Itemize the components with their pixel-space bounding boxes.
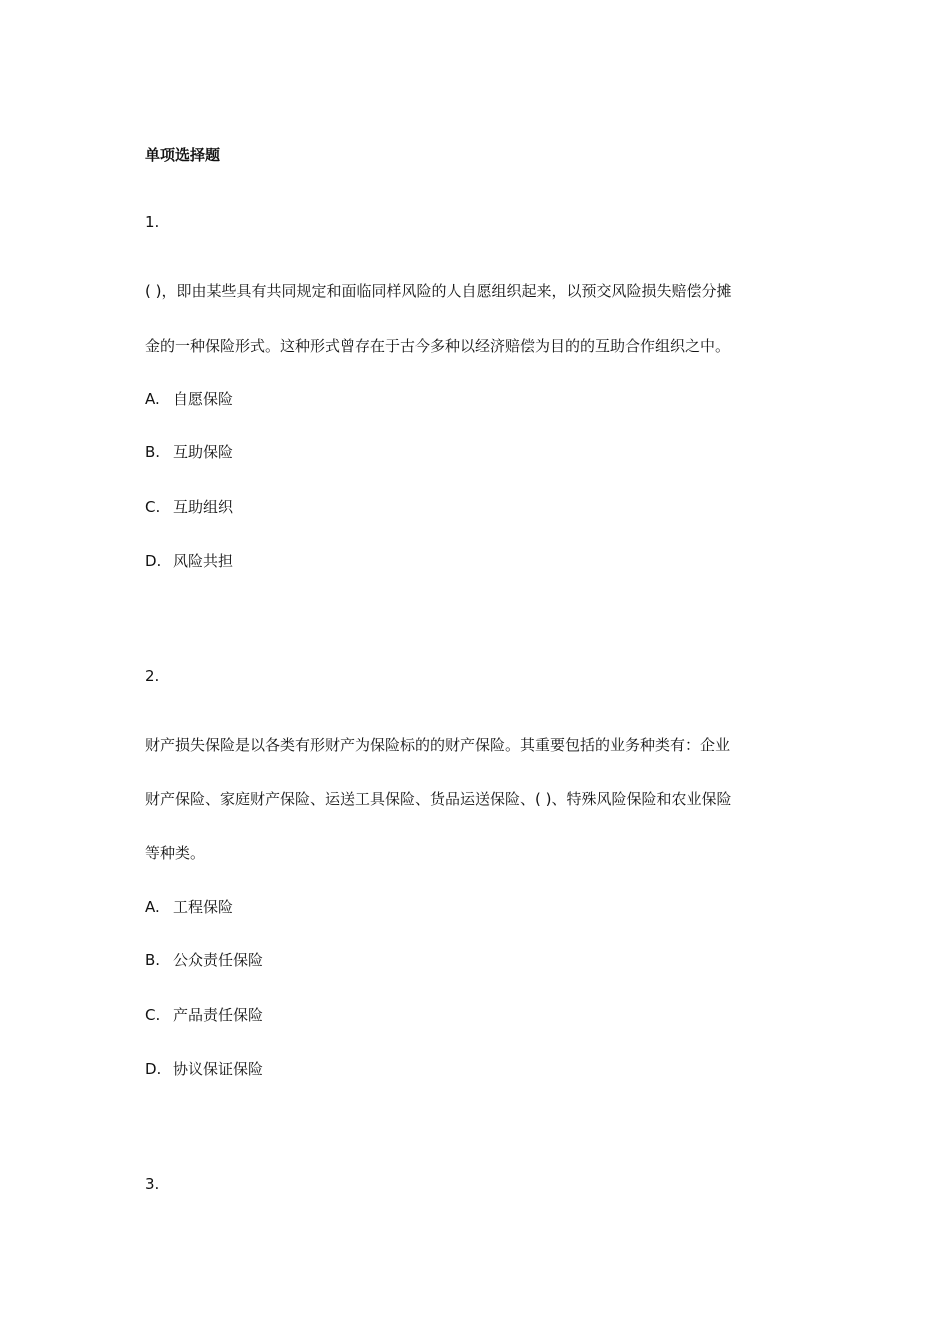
option-letter: D.	[145, 552, 162, 570]
option-letter: B.	[145, 443, 161, 461]
question-1-option-a	[145, 389, 805, 409]
option-letter: A.	[145, 898, 160, 916]
option-text: 产品责任保险	[173, 1006, 264, 1024]
question-2-option-d	[145, 1059, 805, 1079]
section-title: 单项选择题	[145, 146, 221, 164]
question-1-option-d	[145, 551, 805, 571]
option-letter: D.	[145, 1060, 162, 1078]
question-2-option-c	[145, 1005, 805, 1025]
option-letter: B.	[145, 951, 161, 969]
question-1-option-b	[145, 442, 805, 462]
option-text: 互助保险	[173, 443, 234, 461]
option-letter: C.	[145, 498, 161, 516]
question-2-number: 2.	[145, 667, 160, 685]
question-3-number: 3.	[145, 1175, 160, 1193]
option-text: 自愿保险	[173, 390, 234, 408]
question-1-option-c	[145, 497, 805, 517]
question-1-stem-line-1: ( )，即由某些具有共同规定和面临同样风险的人自愿组织起来，以预交风险损失赔偿分摊	[145, 282, 732, 300]
option-letter: A.	[145, 390, 160, 408]
question-2-option-a	[145, 897, 805, 917]
question-1-number: 1.	[145, 213, 160, 231]
question-2-option-b	[145, 950, 805, 970]
option-text: 风险共担	[173, 552, 234, 570]
option-text: 公众责任保险	[173, 951, 264, 969]
option-letter: C.	[145, 1006, 161, 1024]
question-1-stem-line-2: 金的一种保险形式。这种形式曾存在于古今多种以经济赔偿为目的的互助合作组织之中。	[145, 337, 731, 355]
question-2-stem-line-1: 财产损失保险是以各类有形财产为保险标的的财产保险。其重要包括的业务种类有：企业	[145, 736, 731, 754]
question-2-stem-line-3: 等种类。	[145, 844, 206, 862]
option-text: 工程保险	[173, 898, 234, 916]
question-2-stem-line-2: 财产保险、家庭财产保险、运送工具保险、货品运送保险、( )、特殊风险保险和农业保险	[145, 790, 732, 808]
option-text: 协议保证保险	[173, 1060, 264, 1078]
option-text: 互助组织	[173, 498, 234, 516]
